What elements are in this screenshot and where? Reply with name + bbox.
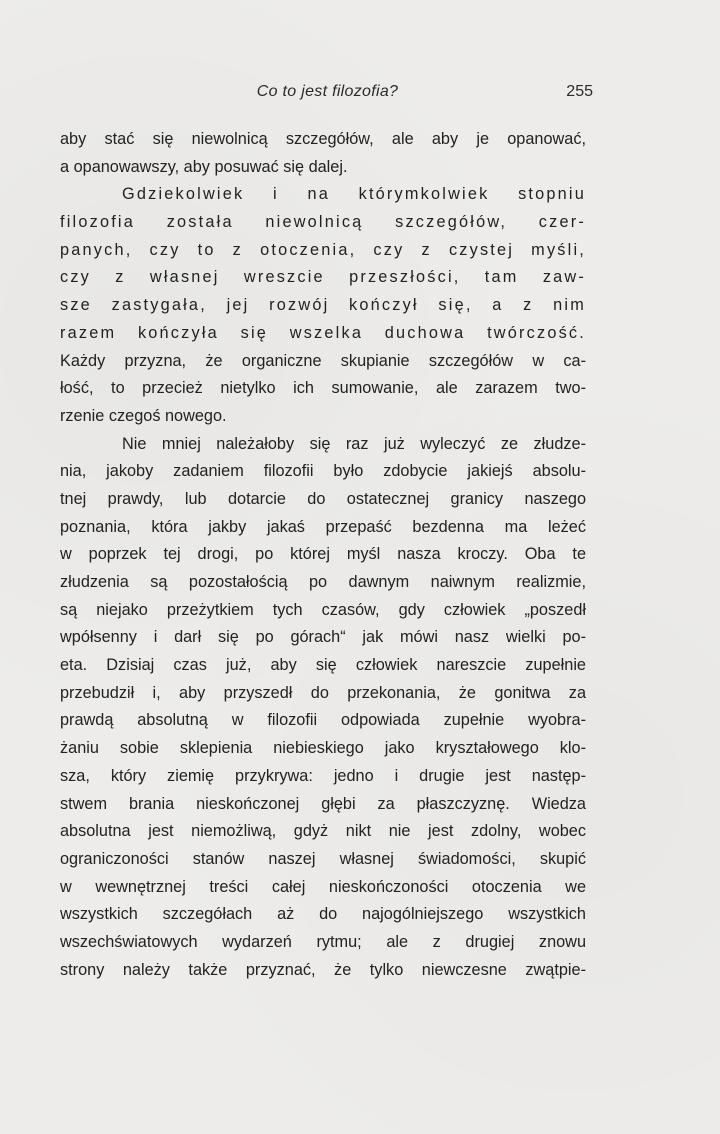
text-line: sza, który ziemię przykrywa: jedno i drugie jest następ- (60, 766, 586, 785)
text-line: wszechświatowych wydarzeń rytmu; ale z drugiej znowu (60, 932, 586, 951)
text-line: Każdy przyzna, że organiczne skupianie szczegółów w ca- (60, 351, 586, 370)
text-line: wpółsenny i darł się po górach“ jak mówi nasz wielki po- (60, 628, 586, 647)
text-line: panych, czy to z otoczenia, czy z czystej myśli, (60, 240, 586, 259)
text-line: złudzenia są pozostałością po dawnym naiwnym realizmie, (60, 573, 586, 591)
text-line: ograniczoności stanów naszej własnej świadomości, skupić (60, 849, 586, 868)
text-line: w poprzek tej drogi, po której myśl nasza kroczy. Oba te (60, 545, 586, 564)
text-line: Gdziekolwiek i na którymkolwiek stopniu (122, 185, 586, 204)
text-line: przebudził i, aby przyszedł do przekonania, że gonitwa za (60, 683, 586, 702)
text-line: są niejako przeżytkiem tych czasów, gdy człowiek „poszedł (60, 600, 586, 619)
text-line: nia, jakoby zadaniem filozofii było zdobycie jakiejś absolu- (60, 462, 586, 481)
text-line: czy z własnej wreszcie przeszłości, tam zaw- (60, 268, 586, 287)
text-line: w wewnętrznej treści całej nieskończoności otoczenia we (60, 877, 586, 896)
text-line: łość, to przecież nietylko ich sumowanie, ale zarazem two- (60, 379, 586, 398)
text-line: sze zastygała, jej rozwój kończył się, a z nim (60, 296, 586, 315)
text-line: rzenie czegoś nowego. (60, 406, 227, 425)
running-title: Co to jest filozofia? (256, 83, 399, 100)
text-line: strony należy także przyznać, że tylko niewczesne zwątpie- (60, 960, 586, 979)
text-line: żaniu sobie sklepienia niebieskiego jako kryształowego klo- (60, 739, 586, 758)
text-line: filozofia została niewolnicą szczegółów, czer- (60, 213, 586, 232)
text-line: poznania, która jakby jakaś przepaść bezdenna ma leżeć (60, 517, 586, 536)
text-line: a opanowawszy, aby posuwać się dalej. (60, 157, 348, 176)
text-line: tnej prawdy, lub dotarcie do ostatecznej granicy naszego (60, 489, 586, 508)
text-line: eta. Dzisiaj czas już, aby się człowiek nareszcie zupełnie (60, 656, 586, 675)
body-text (60, 126, 586, 984)
running-head (60, 83, 595, 107)
text-line: absolutna jest niemożliwą, gdyż nikt nie jest zdolny, wobec (60, 822, 586, 841)
page-number: 255 (566, 83, 593, 100)
text-line: Nie mniej należałoby się raz już wyleczyć ze złudze- (122, 434, 586, 453)
text-line: wszystkich szczegółach aż do najogólniejszego wszystkich (60, 905, 586, 924)
text-line: prawdą absolutną w filozofii odpowiada zupełnie wyobra- (60, 711, 586, 730)
text-line: razem kończyła się wszelka duchowa twórczość. (60, 323, 586, 342)
text-line: stwem brania nieskończonej głębi za płaszczyznę. Wiedza (60, 794, 586, 813)
text-line: aby stać się niewolnicą szczegółów, ale aby je opanować, (60, 130, 586, 148)
